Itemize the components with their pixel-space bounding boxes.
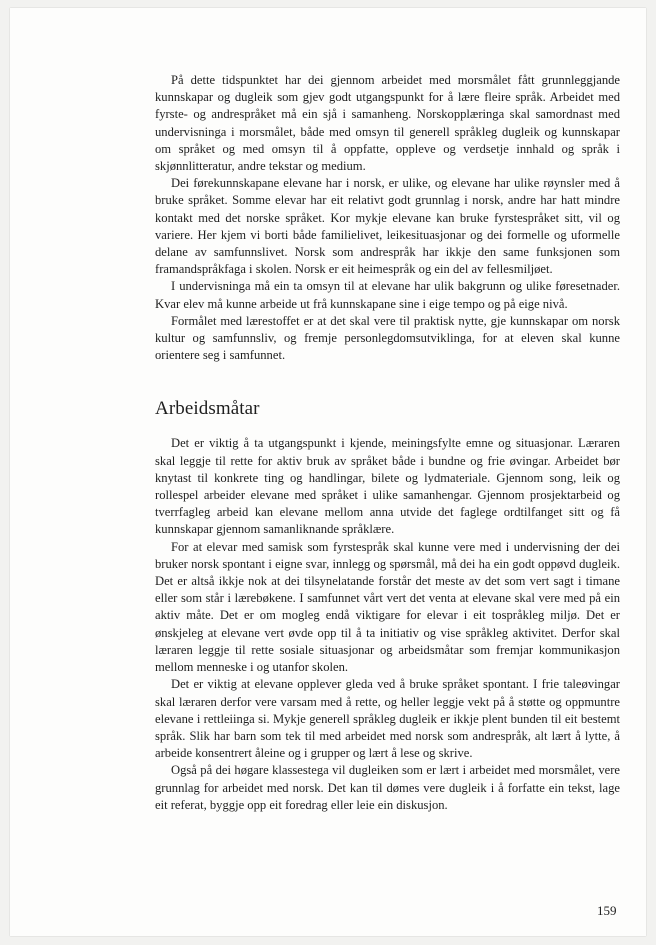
page-number: 159	[597, 903, 617, 918]
page-content	[155, 72, 620, 814]
paragraph: Dei førekunnskapane elevane har i norsk, er ulike, og elevane har ulike røynsler med å bruke språket. Somme elevar har eit relativt godt grunnlag i norsk, andre har hatt mindre kontakt med det norske språket. Kor mykje elevane kan bruke fyrstespråket sitt, vil og variere. Her kjem vi borti både familielivet, leikesituasjonar og dei formelle og uformelle delane av samfunnslivet. Norsk som andrespråk har ikkje den same funksjonen som framandspråkfaga i skolen. Norsk er eit heimespråk og ein del av fellesmiljøet.	[155, 176, 620, 277]
paragraph: For at elevar med samisk som fyrstespråk skal kunne vere med i undervisning der dei bruker norsk spontant i eigne svar, innlegg og spørsmål, må dei ha ein godt oppøvd dugleik. Det er altså ikkje nok at dei tilsynelatande forstår det meste av det som vert sagt i timane eller som står i lærebøkene. I samfunnet vårt vert det venta at elevane skal vere med på ein aktiv måte. Det er om mogleg endå viktigare for elevar i eit tospråkleg miljø. Det er ønskjeleg at elevane vert øvde opp til å ta initiativ og vise språkleg aktivitet. Derfor skal læraren leggje til rette sosiale situasjonar og arbeidsmåtar som fremjar kommunikasjon mellom menneske i og utanfor skolen.	[155, 539, 620, 675]
paragraph: På dette tidspunktet har dei gjennom arbeidet med morsmålet fått grunnleggjande kunnskapar og dugleik som gjev godt utgangspunkt for å lære fleire språk. Arbeidet med fyrste- og andrespråket må ein sjå i samanheng. Norskopplæringa skal samordnast med undervisninga i morsmålet, både med omsyn til generell språkleg dugleik og kunnskapar om språket og med omsyn til å oppfatte, oppleve og verdsetje innhald og språk i skjønnlitteratur, andre tekstar og medium.	[155, 73, 620, 174]
paragraph: I undervisninga må ein ta omsyn til at elevane har ulik bakgrunn og ulike føresetnader. Kvar elev må kunne arbeide ut frå kunnskapane sine i eige tempo og på eige nivå.	[155, 279, 620, 311]
paragraph: Det er viktig at elevane opplever gleda ved å bruke språket spontant. I frie taleøvingar skal læraren derfor vere varsam med å rette, og heller leggje vekt på å støtte og oppmuntre elevane i rettleiinga si. Mykje generell språkleg dugleik er ikkje plent bunden til eit bestemt språk. Slik har barn som tek til med arbeidet med norsk som andrespråk, alt lært å lytte, å arbeide konsentrert åleine og i grupper og lært å lese og skrive.	[155, 677, 620, 761]
paragraph: Også på dei høgare klassestega vil dugleiken som er lært i arbeidet med morsmålet, vere grunnlag for arbeidet med norsk. Det kan til dømes vere dugleik i å forfatte ein tekst, lage eit referat, byggje opp eit foredrag eller leie ein diskusjon.	[155, 763, 620, 812]
paragraph: Det er viktig å ta utgangspunkt i kjende, meiningsfylte emne og situasjonar. Læraren skal leggje til rette for aktiv bruk av språket både i bundne og frie øvingar. Arbeidet bør knytast til konkrete ting og handlingar, bilete og lydmateriale. Gjennom song, leik og rollespel arbeider elevane med språket i ulike samanhengar. Gjennom prosjektarbeid og tverrfagleg arbeid kan elevane mellom anna utvide det faglege ordtilfanget sitt og få kunnskapar gjennom samanliknande språklære.	[155, 436, 620, 537]
document-page	[10, 8, 646, 936]
section-heading: Arbeidsmåtar	[155, 398, 260, 420]
arbeidsmatar-section	[155, 435, 620, 813]
intro-section	[155, 72, 620, 364]
paragraph: Formålet med lærestoffet er at det skal vere til praktisk nytte, gje kunnskapar om norsk kultur og samfunnsliv, og fremje personlegdomsutviklinga, for at eleven skal kunne orientere seg i samfunnet.	[155, 313, 620, 363]
